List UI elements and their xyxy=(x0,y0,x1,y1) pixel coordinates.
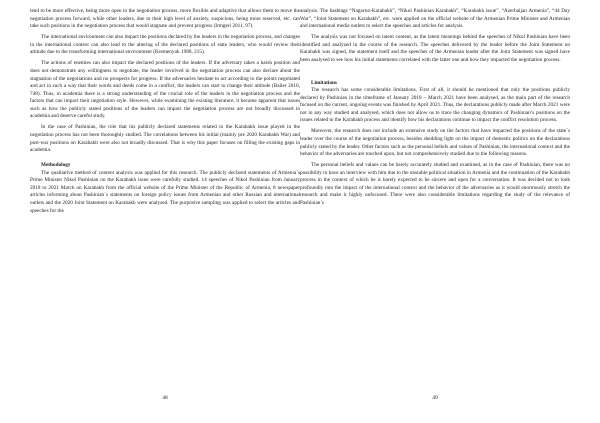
paragraph: In the case of Pashinian, the role that his publicly declared statements related to the Karabakh issue played in the negotiation process has not been thoroughly studied. The correlations between his initial (mainly pre 2020 Karabakh War) and post-war positions on Karabakh were also not broadly discussed. That is why this paper focuses on filling the existing gaps in academia. xyxy=(30,124,300,154)
page-number: 49 xyxy=(432,395,438,401)
paragraph: The qualitative method of content analysis was applied for this research. The publicly declared statements of Armenia`s Prime Minister Nikol Pashinian on the Karabakh issue were carefully studied. 14 speeches of Nikol Pashinian from January 2018 to 2021 March on Karabakh from the official website of the Prime Minister of the Republic of Armenia, 8 newspaper articles informing about Pashinian`s statements on foreign policy issues from Armenian and other Russian and international outlets and the 2020 Joint Statement on Karabakh were analysed. The purposive sampling was applied to select the articles and speeches for the xyxy=(30,169,300,214)
paragraph: The analysis was not focused on latent content, as the latent meanings behind the speeches of Nikol Pashinian have been identified and analyzed in the course of the research. The speeches delivered by the leader before the Joint Statement on Karabakh was signed, the statement itself and the speeches of the Armenian leader after the Joint Statement was signed have been analysed to see how his initial statements correlated with the latter one and how they impacted the negotiation process. xyxy=(300,34,570,63)
paragraph: analysis. The hashtags “Nagorno-Karabakh”, “Nikol Pashinian Karabakh”, “Karabakh issue”, “Azerbaijan Armenia”, “44 Day War”, “Joint Statement on Karabakh”, etc. were applied on the official website of the Armenian Prime Minister and Armenian and international media outlets to select the speeches and articles for analysis. xyxy=(300,8,570,30)
section-spacer xyxy=(300,64,570,72)
section-heading-methodology: Methodology xyxy=(41,162,71,169)
paragraph: Moreover, the research does not include an extensive study on the factors that have impacted the positions of the state`s leader over the course of the negotiation process, besides shedding light on the impact of domestic politics on the declarations publicly stated by the leader. Other factors such as the personal beliefs and values of Pashinian, the international context and the behavior of the adversaries are touched upon, but not comprehensively studied due to the following reasons. xyxy=(300,128,570,158)
paragraph: The actions of enemies can also impact the declared positions of the leaders. If the adversary takes a harsh position and does not demonstrate any willingness to negotiate, the leader involved in the negotiation process can also declare about the stagnation of the negotiations and no prospects for progress. If the adversaries hesitate to act according to the points negotiated and act in such a way that their words and deeds come in a conflict, the leaders can start to change their attitude (Bailer 2010, 748). Thus, in academia there is a strong understanding of the crucial role of the leaders in the negotiation process and the factors that can impact their negotiation style. However, while examining the existing literature, it became apparent that issues such as how the publicly stated positions of the leaders can impact the negotiation process are not broadly discussed in academia and deserve careful study. xyxy=(30,60,300,120)
paragraph: tend to be more effective, being more open to the negotiation process, more flexible and adaptive that allows them to move the negotiation process forward, while other leaders, due to their high level of anxiety, suspicions, being more reserved, etc. can take such positions in the negotiation process that would stagnate and prevent progress (Irmgeri 2011, 97). xyxy=(30,8,300,30)
left-page-body xyxy=(30,8,300,215)
paragraph: The research has some considerable limitations. First of all, it should be mentioned that only the positions publicly declared by Pashinian in the timeframe of January 2018 – March 2021 have been analysed, as the main part of the research focused on the current, ongoing events was finished by April 2021. Thus, the declarations publicly made after March 2021 were not in any way studied and analysed, which does not allow us to trace the changing dynamics of Pashinian’s positions on the issues related to the Karabakh process and identify how his declarations continue to impact the conflict resolution process. xyxy=(300,87,570,124)
paragraph: The personal beliefs and values can be barely accurately studied and examined, as in the case of Pashinian, there was no possibility to have an interview with him due to the unstable political situation in Armenia and the continuation of the Karabakh process in the context of which he is barely expected to be sincere and open for a conversation. It was decided not to look profoundly into the impact of the international context and the behavior of the adversaries as it would enormously stretch the research and make it highly unfocused. There were also considerable limitations regarding the study of the relevance of Pashinian’s xyxy=(300,162,570,206)
right-page-body xyxy=(300,8,570,208)
section-heading-limitations: Limitations xyxy=(311,79,337,86)
right-page xyxy=(300,8,570,410)
paragraph: The international environment can also impact the positions declared by the leaders in the negotiation process, and changes in the international context can also lead to the altering of the declared positions of state leaders, who would review their attitude due to the transforming international environment (Kremenyuk 1988, 215). xyxy=(30,34,300,56)
page-number: 48 xyxy=(162,395,168,401)
left-page xyxy=(30,8,300,410)
